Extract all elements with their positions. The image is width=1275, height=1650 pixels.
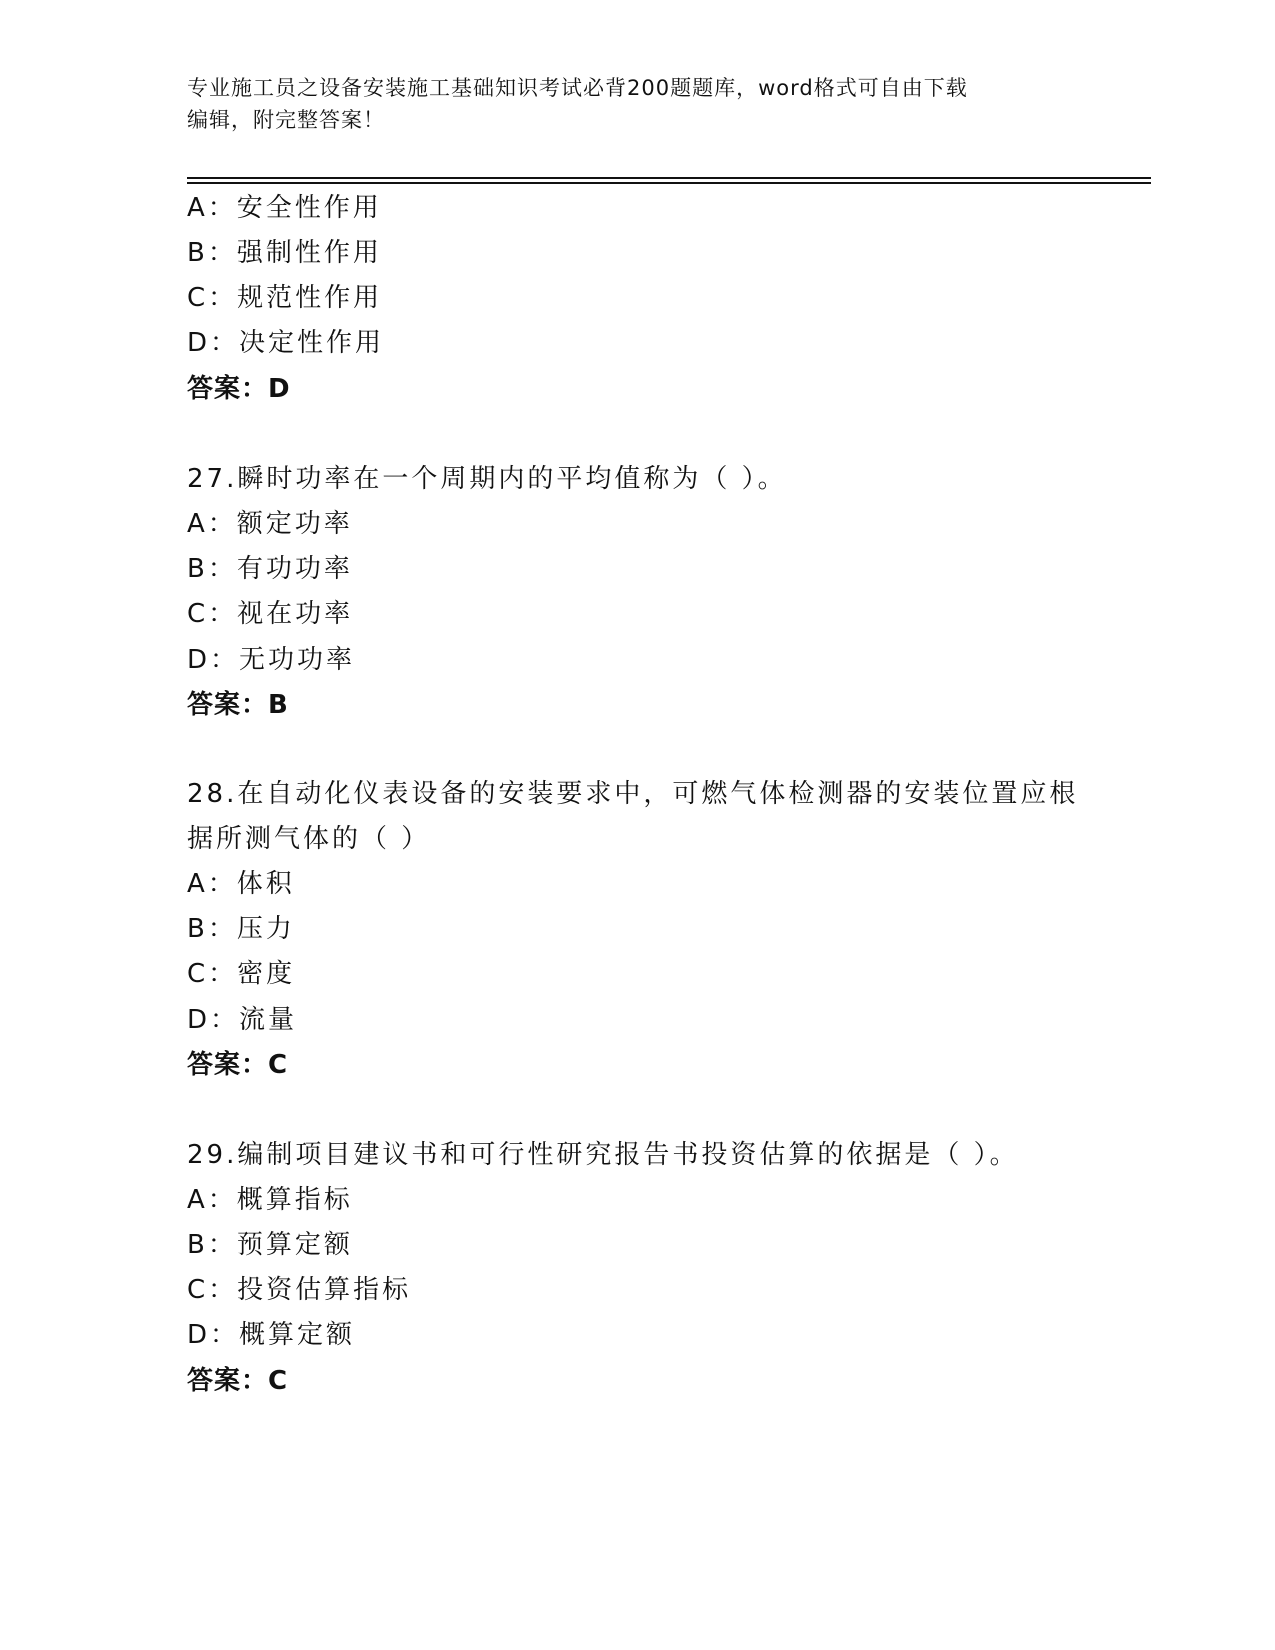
- q26-answer: 答案：D: [187, 374, 291, 404]
- q27-option-d: D：无功功率: [187, 645, 356, 675]
- q26-option-b: B：强制性作用: [187, 238, 382, 268]
- q26-option-c: C：规范性作用: [187, 283, 383, 313]
- q28-question-line-1: 28.在自动化仪表设备的安装要求中，可燃气体检测器的安装位置应根: [187, 779, 1079, 809]
- q28-option-c: C：密度: [187, 959, 296, 989]
- q27-option-c: C：视在功率: [187, 599, 354, 629]
- q27-answer: 答案：B: [187, 690, 289, 720]
- q26-option-a: A：安全性作用: [187, 193, 382, 223]
- q28-option-a: A：体积: [187, 869, 295, 899]
- page-header: [187, 72, 1077, 136]
- q28-question-line-2: 据所测气体的（ ）: [187, 824, 431, 854]
- q28-answer: 答案：C: [187, 1050, 289, 1080]
- header-line-2: 编辑，附完整答案！: [187, 108, 385, 132]
- q29-question: 29.编制项目建议书和可行性研究报告书投资估算的依据是（ ）。: [187, 1140, 1019, 1170]
- q29-answer: 答案：C: [187, 1366, 289, 1396]
- q29-option-d: D：概算定额: [187, 1320, 356, 1350]
- header-line-1: 专业施工员之设备安装施工基础知识考试必背200题题库，word格式可自由下载: [187, 76, 968, 100]
- q28-option-b: B：压力: [187, 914, 295, 944]
- q29-option-a: A：概算指标: [187, 1185, 353, 1215]
- q27-option-a: A：额定功率: [187, 509, 353, 539]
- header-divider-bottom: [187, 182, 1151, 184]
- q29-option-c: C：投资估算指标: [187, 1275, 412, 1305]
- q27-question: 27.瞬时功率在一个周期内的平均值称为（ ）。: [187, 464, 787, 494]
- header-divider-top: [187, 177, 1151, 179]
- q26-option-d: D：决定性作用: [187, 328, 385, 358]
- q28-option-d: D：流量: [187, 1005, 298, 1035]
- q27-option-b: B：有功功率: [187, 554, 353, 584]
- q29-option-b: B：预算定额: [187, 1230, 353, 1260]
